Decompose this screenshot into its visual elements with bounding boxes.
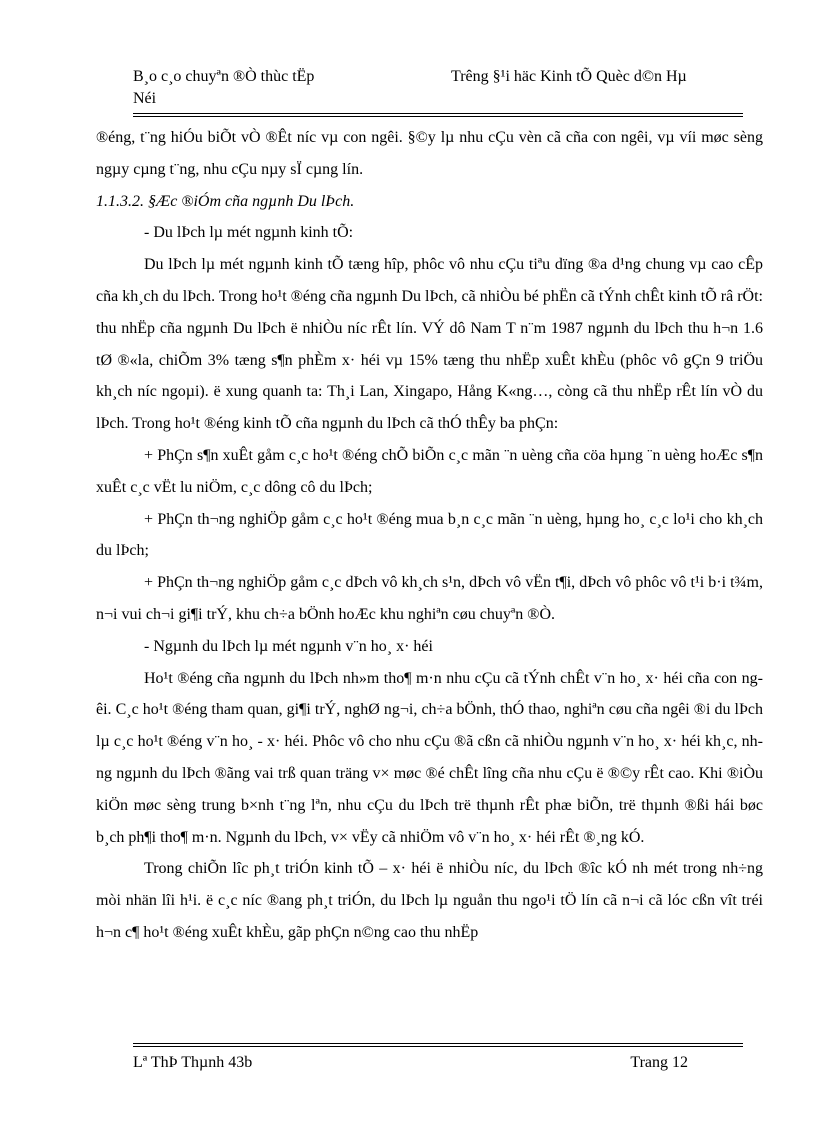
paragraph-2: - Du lÞch lµ mét ngµnh kinh tÕ: bbox=[144, 224, 354, 242]
paragraph-3: Du lÞch lµ mét ngµnh kinh tÕ tæng hîp, phôc vô nhu cÇu tiªu dïng ®a d¹ng chung vµ cao cÊp cña kh¸ch du lÞch. Trong ho¹t ®éng cña ngµnh Du lÞch, cã nhiÒu bé phËn cã tÝnh chÊt kinh tÕ râ rÖt: thu nhËp cña ngµnh Du lÞch ë nhiÒu níc rÊt lín. VÝ dô Nam T n¨m 1987 ngµnh du lÞch thu h¬n 1.6 tØ ®«la, chiÕm 3% tæng s¶n phÈm x· héi vµ 15% tæng thu nhËp xuÊt khÈu (phôc vô gÇn 9 triÖu kh¸ch níc ngoµi). ë xung quanh ta: Th¸i Lan, Xingapo, Hång K«ng…, còng cã thu nhËp rÊt lín vÒ du lÞch. Trong ho¹t ®éng kinh tÕ cña ngµnh du lÞch cã thÓ thÊy ba phÇn: bbox=[96, 256, 763, 433]
page-footer bbox=[133, 1054, 743, 1078]
header-report-title-line1: B¸o c¸o chuyªn ®Ò thùc tËp bbox=[133, 68, 315, 85]
paragraph-1: ®éng, t¨ng hiÓu biÕt vÒ ®Êt níc vµ con ngêi. §©y lµ nhu cÇu vèn cã cña con ngêi, vµ víi møc sèng ngµy cµng t¨ng, nhu cÇu nµy sÏ cµng lín. bbox=[96, 129, 763, 178]
paragraph-9: Trong chiÕn lîc ph¸t triÓn kinh tÕ – x· héi ë nhiÒu níc, du lÞch ®îc kÓ nh mét trong nh÷ng mòi nhän lîi h¹i. ë c¸c níc ®ang ph¸t triÓn, du lÞch lµ nguån thu ngo¹i tÖ lín cã n¬i cã lóc cßn vît tréi h¬n c¶ ho¹t ®éng xuÊt khÈu, gãp phÇn n©ng cao thu nhËp bbox=[96, 860, 763, 941]
paragraph-5: + PhÇn th¬ng nghiÖp gåm c¸c ho¹t ®éng mua b¸n c¸c mãn ¨n uèng, hµng ho¸ c¸c lo¹i cho kh¸ch du lÞch; bbox=[96, 510, 763, 560]
paragraph-8: Ho¹t ®éng cña ngµnh du lÞch nh»m tho¶ m·n nhu cÇu cã tÝnh chÊt v¨n ho¸ x· héi cña con ngêi. C¸c ho¹t ®éng tham quan, gi¶i trÝ, nghØ ng¬i, ch÷a bÖnh, thÓ thao, nghiªn cøu cña ngêi ®i du lÞch lµ c¸c ho¹t ®éng v¨n ho¸ - x· héi. Phôc vô cho nhu cÇu ®ã cßn cã nhiÒu ngµnh v¨n ho¸ x· héi kh¸c, nhng ngµnh du lÞch ®ãng vai trß quan träng v× møc ®é chÊt lîng cña nhu cÇu ë ®©y rÊt cao. Khi ®iÒu kiÖn møc sèng trung b×nh t¨ng lªn, nhu cÇu du lÞch trë thµnh rÊt phæ biÕn, trë thµnh ®ßi hái bøc b¸ch ph¶i tho¶ m·n. Ngµnh du lÞch, v× vËy cã nhiÖm vô v¨n ho¸ x· héi rÊt ®¸ng kÓ. bbox=[96, 669, 763, 846]
footer-page-number: Trang 12 bbox=[630, 1054, 688, 1071]
header-report-title-line2: Néi bbox=[133, 90, 157, 107]
header-report-title bbox=[133, 66, 393, 110]
paragraph-7: - Ngµnh du lÞch lµ mét ngµnh v¨n ho¸ x· héi bbox=[144, 637, 433, 655]
paragraph-6: + PhÇn th¬ng nghiÖp gåm c¸c dÞch vô kh¸ch s¹n, dÞch vô vËn t¶i, dÞch vô phôc vô t¹i b·i t¾m, n¬i vui ch¬i gi¶i trÝ, khu ch÷a bÖnh hoÆc khu nghiªn cøu chuyªn ®Ò. bbox=[96, 574, 763, 623]
header-university: Trêng §¹i häc Kinh tÕ Quèc d©n Hµ bbox=[451, 68, 687, 85]
header-rule bbox=[133, 113, 743, 117]
footer-author: Lª ThÞ Thµnh 43b bbox=[133, 1054, 253, 1071]
section-heading: 1.1.3.2. §Æc ®iÓm cña ngµnh Du lÞch. bbox=[96, 192, 355, 210]
footer-rule bbox=[133, 1043, 743, 1047]
document-body bbox=[96, 122, 763, 949]
paragraph-4: + PhÇn s¶n xuÊt gåm c¸c ho¹t ®éng chÕ biÕn c¸c mãn ¨n uèng cña cöa hµng ¨n uèng hoÆc s¶n xuÊt c¸c vËt lu niÖm, c¸c dông cô du lÞch; bbox=[96, 446, 763, 496]
